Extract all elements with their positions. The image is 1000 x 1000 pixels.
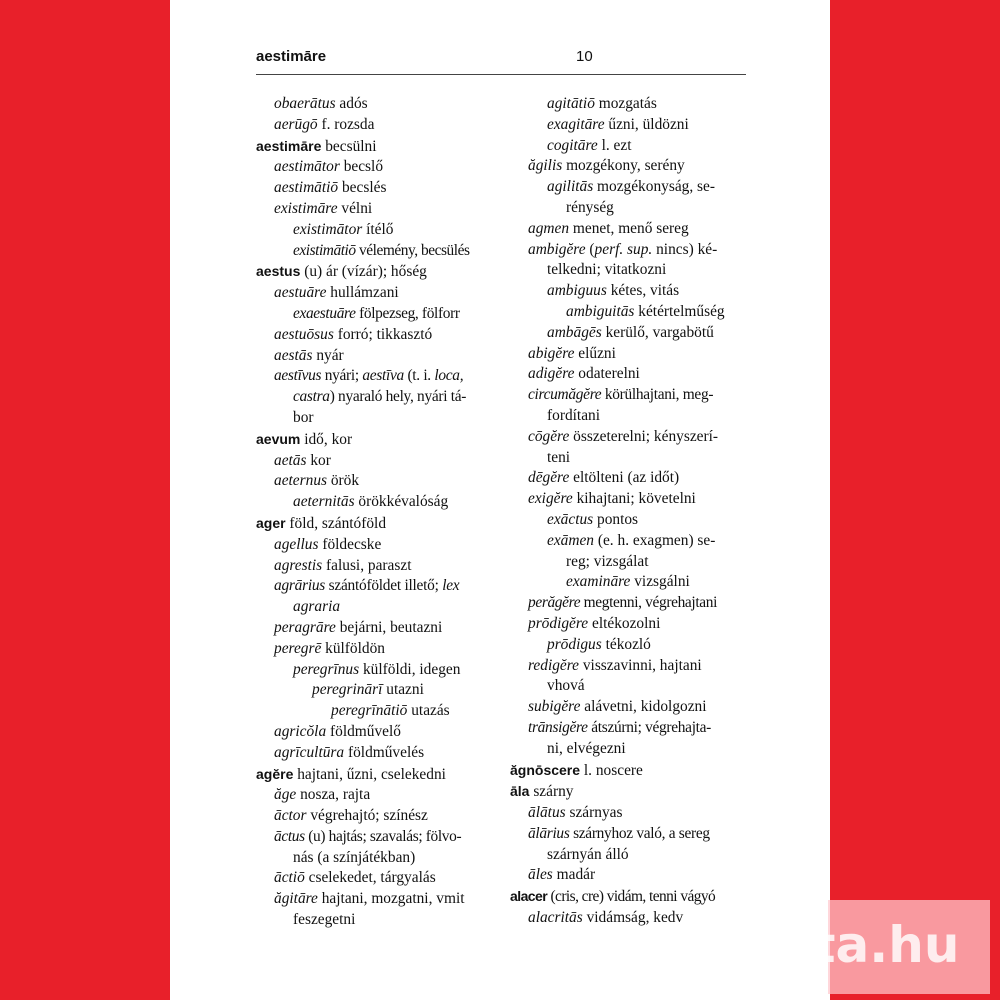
entry-line: exagitāre űzni, üldözni	[547, 115, 689, 133]
entry-line: aestās nyár	[274, 346, 344, 364]
entry-line: rénység	[566, 198, 614, 216]
entry-line: ambiguus kétes, vitás	[547, 282, 680, 300]
entry-line: āctor végrehajtó; színész	[274, 807, 428, 825]
entry-line: agilitās mozgékonyság, se-	[547, 178, 715, 196]
headword-entry: alacer (cris, cre) vidám, tenni vágyó	[510, 888, 716, 906]
entry-line: āctiō cselekedet, tárgyalás	[274, 869, 436, 887]
entry-line: aestīvus nyári; aestīva (t. i. loca,	[274, 367, 464, 385]
dictionary-page	[170, 0, 830, 1000]
entry-line: ambiguitās kétértelműség	[566, 302, 725, 320]
entry-line: ăgitāre hajtani, mozgatni, vmit	[274, 890, 465, 908]
entry-line: agmen menet, menő sereg	[528, 219, 689, 237]
entry-line: aestimātor becslő	[274, 158, 384, 176]
entry-line: āctus (u) hajtás; szavalás; fölvo-	[274, 827, 462, 845]
entry-line: castra) nyaraló hely, nyári tá-	[293, 388, 467, 406]
entry-line: āles madár	[528, 866, 596, 884]
running-head-word: aestimāre	[256, 48, 327, 65]
entry-line: cōgĕre összeterelni; kényszerí-	[528, 427, 719, 445]
entry-line: peregrīnus külföldi, idegen	[293, 660, 461, 678]
entry-line: agraria	[293, 598, 341, 616]
entry-line: dēgĕre eltölteni (az időt)	[528, 469, 680, 487]
running-head	[256, 48, 746, 75]
entry-line: redigĕre visszavinni, hajtani	[528, 656, 702, 674]
entry-line: perăgĕre megtenni, végrehajtani	[528, 594, 718, 612]
entry-line: bor	[293, 408, 314, 426]
headword-entry: aestimāre becsülni	[256, 137, 377, 155]
entry-line: peregrīnātiō utazás	[331, 702, 450, 720]
headword-entry: āla szárny	[510, 783, 574, 801]
headword-entry: ăgnōscere l. noscere	[510, 761, 643, 779]
left-column	[256, 94, 492, 931]
headword-entry: aevum idő, kor	[256, 430, 353, 448]
headword-entry: agĕre hajtani, űzni, cselekedni	[256, 765, 446, 783]
entry-line: telkedni; vitatkozni	[547, 261, 667, 279]
entry-line: peregrē külföldön	[274, 639, 385, 657]
entry-line: agrīcultūra földművelés	[274, 743, 425, 761]
entry-line: peregrinārī utazni	[312, 681, 424, 699]
entry-line: existimātiō vélemény, becsülés	[293, 241, 470, 259]
page-number: 10	[576, 48, 593, 65]
entry-line: trānsigĕre átszúrni; végrehajta-	[528, 718, 712, 736]
entry-line: ăgilis mozgékony, serény	[528, 157, 685, 175]
entry-line: exāmen (e. h. exagmen) se-	[547, 531, 716, 549]
entry-line: reg; vizsgálat	[566, 552, 649, 570]
entry-line: ālārius szárnyhoz való, a sereg	[528, 824, 710, 842]
entry-line: subigĕre alávetni, kidolgozni	[528, 698, 707, 716]
watermark-logo: tinta.hu	[735, 916, 960, 974]
right-column	[510, 94, 746, 929]
entry-line: ambāgēs kerülő, vargabötű	[547, 323, 714, 341]
entry-line: examināre vizsgálni	[566, 573, 690, 591]
headword-entry: ager föld, szántóföld	[256, 514, 387, 532]
entry-line: existimātor ítélő	[293, 220, 394, 238]
entry-line: peragrāre bejárni, beutazni	[274, 618, 443, 636]
entry-line: ăge nosza, rajta	[274, 786, 371, 804]
entry-line: prōdigĕre eltékozolni	[528, 614, 661, 632]
entry-line: obaerātus adós	[274, 95, 368, 112]
entry-line: prōdigus tékozló	[547, 635, 651, 653]
entry-line: agrestis falusi, paraszt	[274, 556, 412, 574]
entry-line: cogitāre l. ezt	[547, 136, 632, 154]
entry-line: agricŏla földművelő	[274, 722, 401, 740]
entry-line: aerūgō f. rozsda	[274, 115, 375, 133]
entry-line: exaestuāre fölpezseg, fölforr	[293, 304, 460, 322]
entry-line: vhová	[547, 677, 585, 695]
entry-line: agrārius szántóföldet illető; lex	[274, 577, 460, 595]
entry-line: feszegetni	[293, 911, 356, 929]
entry-line: aestuōsus forró; tikkasztó	[274, 325, 433, 343]
entry-line: exigĕre kihajtani; követelni	[528, 490, 696, 508]
entry-line: szárnyán álló	[547, 845, 629, 863]
entry-line: ālātus szárnyas	[528, 804, 623, 822]
entry-line: aetās kor	[274, 451, 331, 469]
entry-line: nás (a színjátékban)	[293, 848, 416, 866]
entry-line: aeternitās örökkévalóság	[293, 493, 449, 511]
entry-line: ni, elvégezni	[547, 739, 626, 757]
entry-line: circumăgĕre körülhajtani, meg-	[528, 386, 714, 404]
entry-line: fordítani	[547, 406, 600, 424]
entry-line: aestimātiō becslés	[274, 179, 387, 197]
entry-line: agitātiō mozgatás	[547, 95, 657, 112]
entry-line: agellus földecske	[274, 535, 382, 553]
entry-line: abigĕre elűzni	[528, 344, 616, 362]
entry-line: ambigĕre (perf. sup. nincs) ké-	[528, 240, 718, 258]
entry-line: aeternus örök	[274, 472, 360, 490]
entry-line: adigĕre odaterelni	[528, 365, 640, 383]
entry-line: exāctus pontos	[547, 510, 639, 528]
entry-line: existimāre vélni	[274, 199, 373, 217]
entry-line: aestuāre hullámzani	[274, 284, 399, 302]
entry-line: teni	[547, 448, 571, 466]
entry-line: alacritās vidámság, kedv	[528, 909, 684, 927]
headword-entry: aestus (u) ár (vízár); hőség	[256, 263, 427, 281]
